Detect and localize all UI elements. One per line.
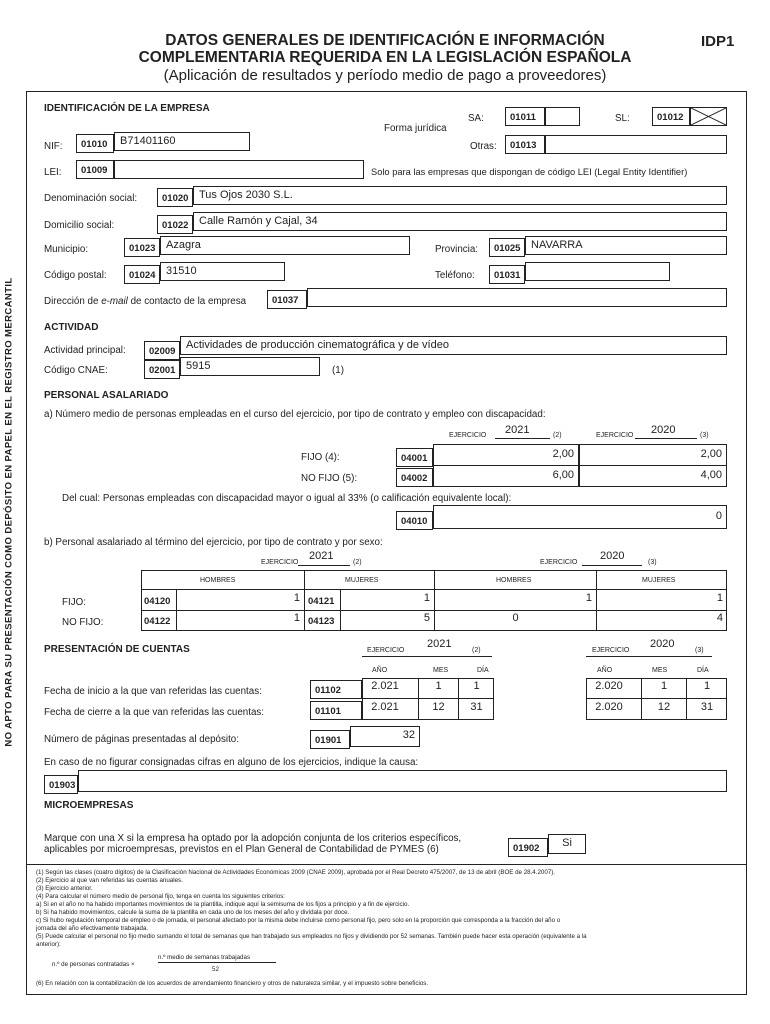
ejercicio-label-c1: EJERCICIO	[367, 647, 405, 654]
sl-code: 01012	[652, 107, 690, 126]
provincia-label: Provincia:	[435, 244, 479, 255]
cnae-code: 02001	[144, 360, 180, 379]
causa-code: 01903	[44, 775, 78, 794]
year1-a-note: (2)	[553, 432, 562, 439]
year1-a: 2021	[505, 424, 530, 436]
ano-header-1: AÑO	[372, 667, 388, 674]
nif-code: 01010	[76, 134, 114, 153]
nif-label: NIF:	[44, 141, 63, 152]
hombres-header-2: HOMBRES	[496, 577, 532, 584]
no-fijo-mujeres-2020[interactable]: 4	[716, 612, 723, 624]
fijo-mujeres-2020[interactable]: 1	[716, 592, 723, 604]
paginas-code: 01901	[310, 730, 350, 749]
mes-header-2: MES	[652, 667, 668, 674]
section-cuentas: PRESENTACIÓN DE CUENTAS	[44, 644, 190, 655]
causa-label: En caso de no figurar consignadas cifras en alguno de los ejercicios, indique la causa:	[44, 757, 419, 768]
fijo-value-2020[interactable]: 2,00	[579, 444, 727, 466]
fecha-cierre-label: Fecha de cierre a la que van referidas las cuentas:	[44, 707, 265, 718]
domicilio-code: 01022	[157, 215, 193, 234]
municipio-field[interactable]: Azagra	[160, 236, 410, 255]
codigo-postal-label: Código postal:	[44, 270, 107, 281]
ejercicio-label-b2: EJERCICIO	[540, 559, 578, 566]
sa-checkbox[interactable]	[545, 107, 580, 126]
no-fijo-value-2020[interactable]: 4,00	[579, 465, 727, 487]
year1-b-note: (2)	[353, 559, 362, 566]
no-fijo-mujeres-code: 04123	[308, 616, 335, 627]
ejercicio-label-a1: EJERCICIO	[449, 432, 487, 439]
actividad-principal-field[interactable]: Actividades de producción cinematográfica y de vídeo	[180, 336, 727, 355]
municipio-label: Municipio:	[44, 244, 89, 255]
form-title-line1: DATOS GENERALES DE IDENTIFICACIÓN E INFORMACIÓN	[165, 32, 605, 49]
telefono-field[interactable]	[525, 262, 670, 281]
fijo-mujeres-code: 04121	[308, 596, 335, 607]
no-fijo-hombres-2020[interactable]: 0	[512, 612, 519, 624]
codigo-postal-field[interactable]: 31510	[160, 262, 285, 281]
lei-field[interactable]	[114, 160, 364, 179]
discapacidad-code: 04010	[396, 511, 433, 530]
provincia-field[interactable]: NAVARRA	[525, 236, 727, 255]
discapacidad-value[interactable]: 0	[433, 505, 727, 529]
footnote-1: (1) Según las clases (cuatro dígitos) de la Clasificación Nacional de Actividades Económicas 2009 (CNAE 2009), aprobada por el Real Decreto 475/2007, de 13 de abril (BOE de 28.4.2007).	[36, 869, 556, 876]
fijo-hombres-2020[interactable]: 1	[585, 592, 592, 604]
year2-c-note: (3)	[695, 647, 704, 654]
ano-header-2: AÑO	[597, 667, 613, 674]
fijo-mujeres-2021[interactable]: 1	[423, 592, 430, 604]
form-title-line3: (Aplicación de resultados y período medio de pago a proveedores)	[163, 67, 607, 84]
footnote-4a: a) Si en el año no ha habido importantes movimientos de la plantilla, indique aquí la semisuma de los fijos a principio y a fin de ejercicio.	[36, 901, 410, 908]
footnote-5-cont: anterior):	[36, 941, 61, 948]
inicio-dia-2020[interactable]: 1	[703, 680, 711, 692]
footnote-2: (2) Ejercicio al que van referidas las cuentas anuales.	[36, 877, 183, 884]
fijo-hombres-2021[interactable]: 1	[293, 592, 300, 604]
cierre-dia-2020[interactable]: 31	[700, 701, 714, 713]
micro-field[interactable]: Si	[548, 834, 586, 854]
cierre-dia-2021[interactable]: 31	[470, 701, 483, 713]
no-fijo-label: NO FIJO (5):	[301, 473, 358, 484]
year2-a-note: (3)	[700, 432, 709, 439]
nif-field[interactable]: B71401160	[114, 132, 250, 151]
x-mark-icon	[691, 108, 726, 125]
micro-text-line2: aplicables por microempresas, previstos en el Plan General de Contabilidad de PYMES (6)	[44, 844, 439, 855]
micro-text-line1: Marque con una X si la empresa ha optado por la adopción conjunta de los criterios específicos,	[44, 833, 462, 844]
telefono-label: Teléfono:	[435, 270, 475, 281]
fijo-label: FIJO (4):	[301, 452, 340, 463]
mujeres-header-1: MUJERES	[345, 577, 379, 584]
fecha-inicio-label: Fecha de inicio a la que van referidas las cuentas:	[44, 686, 262, 697]
inicio-mes-2021[interactable]: 1	[435, 680, 442, 692]
no-fijo-b-label: NO FIJO:	[62, 617, 104, 628]
footnote-5: (5) Puede calcular el personal no fijo medio sumando el total de semanas que han trabajado sus empleados no fijos y dividiendo por 52 semanas. También puede hacer esta operación (equivalente a la	[36, 933, 587, 940]
section-actividad: ACTIVIDAD	[44, 322, 99, 333]
inicio-ano-2021[interactable]: 2.021	[371, 680, 399, 692]
footnote-3: (3) Ejercicio anterior.	[36, 885, 93, 892]
no-fijo-hombres-2021[interactable]: 1	[293, 612, 300, 624]
actividad-principal-code: 02009	[144, 341, 180, 360]
cnae-note: (1)	[332, 365, 344, 376]
no-fijo-hombres-code: 04122	[144, 616, 171, 627]
forma-juridica-label: Forma jurídica	[384, 123, 447, 134]
cnae-field[interactable]: 5915	[180, 357, 320, 376]
email-label: Dirección de e-mail de contacto de la empresa	[44, 296, 247, 307]
form-title-line2: COMPLEMENTARIA REQUERIDA EN LA LEGISLACIÓN ESPAÑOLA	[138, 49, 632, 66]
denominacion-field[interactable]: Tus Ojos 2030 S.L.	[193, 186, 727, 205]
form-id: IDP1	[701, 33, 735, 50]
sa-label: SA:	[468, 113, 484, 124]
sl-label: SL:	[615, 113, 630, 124]
sa-code: 01011	[505, 107, 545, 126]
sl-checkbox-checked[interactable]	[690, 107, 727, 126]
dia-header-2: DÍA	[697, 667, 709, 674]
year2-b-note: (3)	[648, 559, 657, 566]
footnote-4: (4) Para calcular el número medio de personal fijo, tenga en cuenta los siguientes criterios:	[36, 893, 286, 900]
inicio-dia-2021[interactable]: 1	[473, 680, 480, 692]
discapacidad-text: Del cual: Personas empleadas con discapacidad mayor o igual al 33% (o calificación equivalente local):	[62, 493, 512, 504]
formula-fraction-bar	[158, 962, 276, 963]
no-fijo-code: 04002	[396, 468, 433, 487]
section-personal: PERSONAL ASALARIADO	[44, 390, 169, 401]
causa-field[interactable]	[78, 770, 727, 792]
footnote-4c: c) Si hubo regulación temporal de empleo o de jornada, el personal afectado por la misma debe incluirse como personal fijo, pero solo en la proporción que corresponda a la fracción del año o	[36, 917, 561, 924]
dia-header-1: DÍA	[477, 667, 489, 674]
footnote-6: (6) En relación con la contabilización de los acuerdos de arrendamiento financiero y otros de naturaleza similar, y el impuesto sobre beneficios.	[36, 980, 429, 987]
cierre-ano-2021[interactable]: 2.021	[371, 701, 399, 713]
ejercicio-label-a2: EJERCICIO	[596, 432, 634, 439]
year1-b: 2021	[309, 550, 334, 562]
actividad-principal-label: Actividad principal:	[44, 345, 126, 356]
year1-c: 2021	[427, 638, 452, 650]
year1-c-note: (2)	[472, 647, 481, 654]
denominacion-code: 01020	[157, 188, 193, 207]
no-fijo-mujeres-2021[interactable]: 5	[423, 612, 430, 624]
formula-denominator: 52	[212, 966, 219, 973]
denominacion-label: Denominación social:	[44, 193, 138, 204]
paginas-label: Número de páginas presentadas al depósito:	[44, 734, 239, 745]
inicio-ano-2020[interactable]: 2.020	[595, 680, 623, 692]
email-code: 01037	[267, 290, 307, 309]
cierre-mes-2020[interactable]: 12	[657, 701, 671, 713]
formula-numerator: n.º medio de semanas trabajadas	[158, 954, 251, 961]
fijo-hombres-code: 04120	[144, 596, 171, 607]
section-identificacion: IDENTIFICACIÓN DE LA EMPRESA	[44, 103, 210, 114]
footnote-4c-cont: jornada del año efectivamente trabajada.	[36, 925, 149, 932]
personal-a-text: a) Número medio de personas empleadas en el curso del ejercicio, por tipo de contrato y empleo con discapacidad:	[44, 409, 546, 420]
fecha-cierre-code: 01101	[310, 701, 362, 720]
cierre-ano-2020[interactable]: 2.020	[595, 701, 623, 713]
lei-code: 01009	[76, 160, 114, 179]
domicilio-field[interactable]: Calle Ramón y Cajal, 34	[193, 212, 727, 231]
otras-field[interactable]	[545, 135, 727, 154]
hombres-header-1: HOMBRES	[200, 577, 236, 584]
fijo-code: 04001	[396, 448, 433, 467]
year2-b: 2020	[600, 550, 625, 562]
email-field[interactable]	[307, 288, 727, 307]
otras-code: 01013	[505, 135, 545, 154]
year2-a: 2020	[651, 424, 676, 436]
telefono-code: 01031	[489, 265, 525, 284]
micro-code: 01902	[508, 838, 548, 857]
ejercicio-label-c2: EJERCICIO	[592, 647, 630, 654]
footnote-4b: b) Si ha habido movimientos, calcule la suma de la plantilla en cada uno de los meses del año y divídala por doce.	[36, 909, 350, 916]
cierre-mes-2021[interactable]: 12	[432, 701, 445, 713]
section-microempresas: MICROEMPRESAS	[44, 800, 134, 811]
formula-left: n.º de personas contratadas ×	[52, 961, 135, 968]
otras-label: Otras:	[470, 141, 497, 152]
domicilio-label: Domicilio social:	[44, 220, 115, 231]
fijo-value-2021[interactable]: 2,00	[433, 444, 579, 466]
mujeres-header-2: MUJERES	[642, 577, 676, 584]
personal-b-text: b) Personal asalariado al término del ejercicio, por tipo de contrato y por sexo:	[44, 537, 383, 548]
no-fijo-value-2021[interactable]: 6,00	[433, 465, 579, 487]
year2-c: 2020	[650, 638, 675, 650]
ejercicio-label-b1: EJERCICIO	[261, 559, 299, 566]
fecha-inicio-code: 01102	[310, 680, 362, 699]
inicio-mes-2020[interactable]: 1	[660, 680, 668, 692]
fijo-b-label: FIJO:	[62, 597, 86, 608]
provincia-code: 01025	[489, 238, 525, 257]
lei-label: LEI:	[44, 167, 62, 178]
municipio-code: 01023	[124, 238, 160, 257]
cnae-label: Código CNAE:	[44, 365, 108, 376]
paginas-field[interactable]: 32	[350, 726, 420, 747]
codigo-postal-code: 01024	[124, 265, 160, 284]
lei-note: Solo para las empresas que dispongan de código LEI (Legal Entity Identifier)	[371, 167, 688, 177]
mes-header-1: MES	[433, 667, 449, 674]
